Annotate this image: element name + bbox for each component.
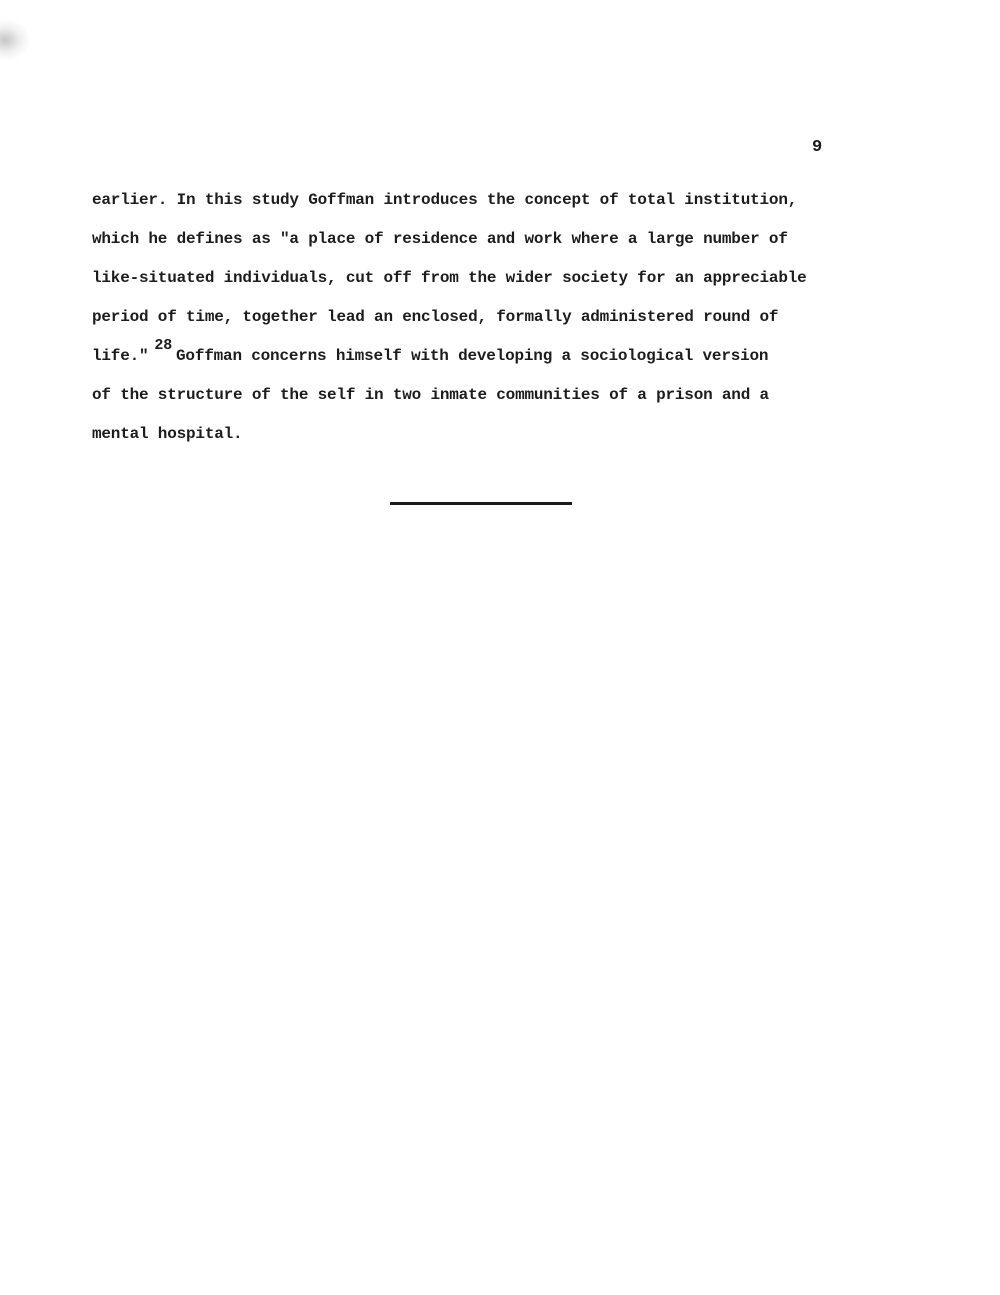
text-line: earlier. In this study Goffman introduces the concept of total institution, [92,191,798,209]
text-line: which he defines as "a place of residence and work where a large number of [92,230,788,248]
body-paragraph [92,186,872,459]
text-line: period of time, together lead an enclosed, formally administered round of [92,308,779,326]
text-line: of the structure of the self in two inmate communities of a prison and a [92,386,769,404]
text-segment: Goffman concerns himself with developing a sociological version [176,347,769,365]
scan-artifact [0,20,30,60]
footnote-reference: 28 [154,337,173,354]
text-line [92,337,872,381]
footnote-separator-rule [390,502,572,505]
page-number: 9 [812,138,823,157]
text-line: mental hospital. [92,425,243,443]
text-line: like-situated individuals, cut off from the wider society for an appreciable [92,269,807,287]
text-segment: life." [92,347,149,365]
